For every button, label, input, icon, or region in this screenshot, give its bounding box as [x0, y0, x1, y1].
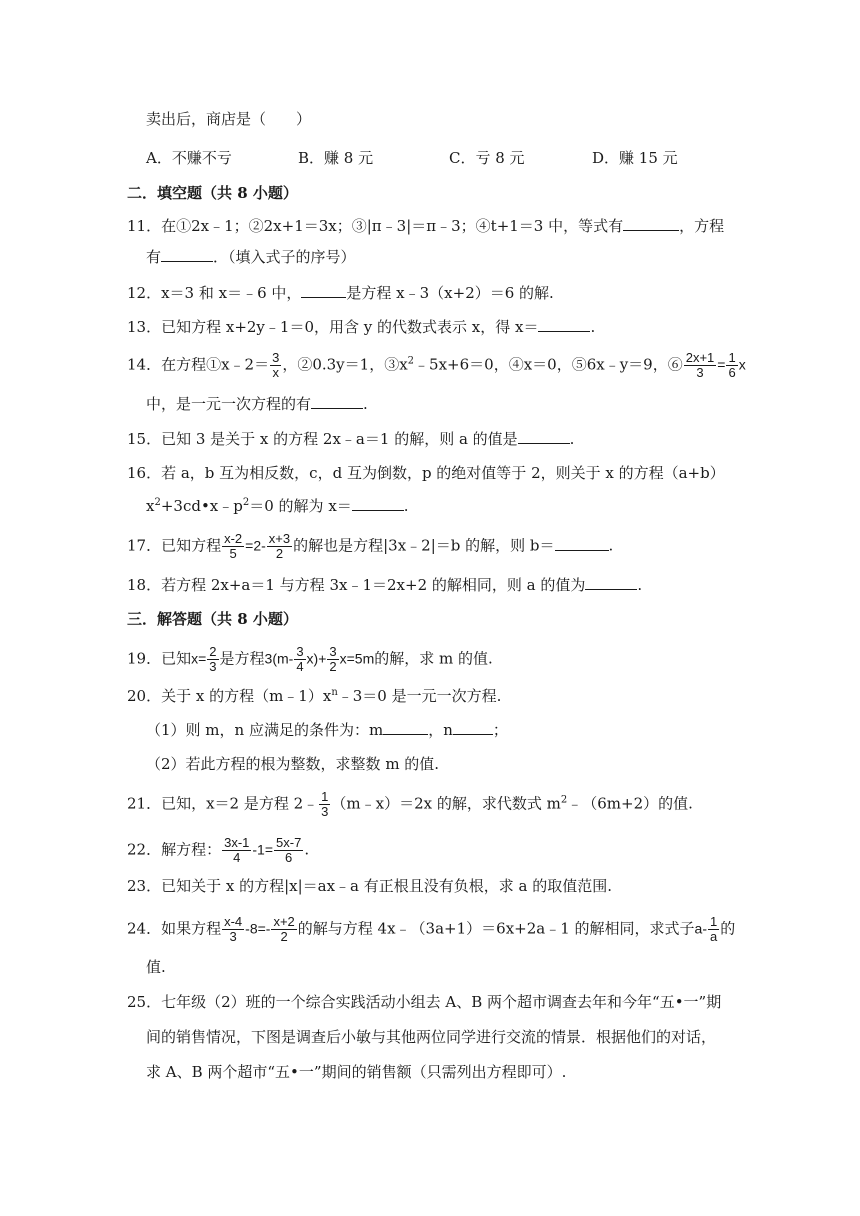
- fraction-denominator: 3: [321, 804, 329, 819]
- text-segment: ＝0 的解为 x＝: [249, 497, 352, 515]
- fraction-denominator: 4: [296, 659, 304, 674]
- fraction: [271, 915, 296, 944]
- text-segment: 有: [146, 248, 162, 266]
- text-segment: 的解，求 m 的值.: [374, 649, 493, 668]
- text-segment: 12．x＝3 和 x＝﹣6 中，: [127, 284, 302, 302]
- text-segment: ．（填入式子的序号）: [213, 248, 356, 266]
- question-14: [127, 351, 746, 380]
- fraction-denominator: 2: [329, 659, 337, 674]
- text-segment: 是方程: [219, 649, 265, 668]
- option-a: A．不赚不亏: [146, 149, 232, 167]
- fraction: [274, 836, 303, 865]
- question-24-cont: 值.: [146, 958, 166, 976]
- fraction-denominator: x: [272, 365, 279, 380]
- fraction-numerator: 1: [728, 350, 736, 365]
- answer-blank: [538, 316, 590, 332]
- text-segment: x: [738, 356, 746, 373]
- text-segment: 的解也是方程|3x﹣2|＝b 的解，则 b＝: [293, 536, 555, 555]
- question-11-cont: [146, 246, 356, 268]
- fraction-denominator: 3: [229, 929, 237, 944]
- answer-blank: [311, 393, 363, 409]
- text-segment: 20．关于 x 的方程（m﹣1）x: [127, 687, 332, 705]
- text-segment: -1=: [252, 841, 274, 858]
- text-segment: .: [637, 576, 643, 594]
- fraction-denominator: 3: [696, 365, 704, 380]
- fraction-denominator: 6: [285, 850, 293, 865]
- fraction: [708, 915, 719, 944]
- text-segment: x)+: [306, 650, 327, 667]
- fraction: [222, 836, 251, 865]
- exponent: 2: [407, 355, 415, 367]
- text-segment: 15．已知 3 是关于 x 的方程 2x﹣a＝1 的解，则 a 的值是: [127, 430, 518, 448]
- answer-blank: [585, 574, 637, 590]
- answer-blank: [555, 535, 609, 551]
- fraction: [327, 645, 338, 674]
- fraction-numerator: 3: [296, 644, 304, 659]
- fraction-denominator: 3: [209, 659, 217, 674]
- fraction-denominator: a: [709, 929, 718, 944]
- text-segment: .: [403, 497, 409, 515]
- fraction: [270, 351, 281, 380]
- question-15: [127, 428, 574, 450]
- fraction: [726, 351, 737, 380]
- question-20-part2: （2）若此方程的根为整数，求整数 m 的值.: [146, 755, 440, 773]
- question-12: [127, 282, 554, 304]
- text-segment: 中，是一元一次方程的有: [146, 395, 312, 413]
- fraction: [684, 351, 717, 380]
- text-segment: =2-: [245, 537, 266, 554]
- text-segment: ﹣3＝0 是一元一次方程.: [337, 687, 502, 705]
- fraction: [207, 645, 218, 674]
- question-23: 23．已知关于 x 的方程|x|＝ax﹣a 有正根且没有负根，求 a 的取值范围.: [127, 877, 613, 895]
- text-segment: 的: [720, 919, 736, 938]
- fraction-numerator: 3: [329, 644, 337, 659]
- answer-blank: [352, 495, 404, 511]
- fraction-numerator: 1: [709, 914, 718, 929]
- option-c: C．亏 8 元: [449, 149, 525, 167]
- fraction-numerator: 3: [272, 350, 280, 365]
- exponent: 2: [560, 794, 568, 806]
- option-b: B．赚 8 元: [298, 149, 374, 167]
- text-segment: .: [569, 430, 575, 448]
- fraction-denominator: 5: [229, 546, 237, 561]
- fraction-numerator: 3x-1: [224, 835, 250, 850]
- text-segment: ；: [492, 721, 508, 739]
- fraction: [267, 532, 292, 561]
- question-14-cont: [146, 393, 368, 415]
- fraction-numerator: 2: [209, 644, 217, 659]
- text-segment: 3(m-: [264, 650, 294, 667]
- text-segment: 21．已知，x＝2 是方程 2﹣: [127, 794, 319, 813]
- text-segment: 13．已知方程 x+2y﹣1＝0，用含 y 的代数式表示 x，得 x＝: [127, 318, 539, 336]
- fraction-numerator: 5x-7: [276, 835, 302, 850]
- answer-blank: [383, 719, 428, 735]
- text-segment: 11．在①2x﹣1；②2x+1＝3x；③|π﹣3|＝π﹣3；④t+1＝3 中，等式有: [127, 217, 624, 235]
- text-segment: ﹣（6m+2）的值.: [567, 794, 693, 813]
- text-segment: -8=-: [245, 920, 271, 937]
- question-19: [127, 645, 493, 674]
- text-segment: x=5m: [339, 650, 375, 667]
- text-segment: .: [363, 395, 368, 413]
- fraction-numerator: x+3: [268, 531, 291, 546]
- fraction-denominator: 2: [280, 929, 288, 944]
- fraction: [319, 790, 330, 819]
- question-16: 16．若 a，b 互为相反数，c，d 互为倒数，p 的绝对值等于 2，则关于 x 的方程（a+b）: [127, 464, 725, 482]
- text-segment: （1）则 m，n 应满足的条件为：m: [146, 721, 384, 739]
- text-segment: 14．在方程①x﹣2＝: [127, 355, 270, 374]
- question-21: [127, 790, 693, 819]
- fraction: [294, 645, 305, 674]
- answer-blank: [623, 215, 679, 231]
- question-22: [127, 836, 309, 865]
- fraction-denominator: 4: [233, 850, 241, 865]
- text-segment: =: [717, 356, 726, 373]
- text-segment: 19．已知: [127, 649, 192, 668]
- q10-tail: 卖出后，商店是（ ）: [146, 110, 312, 128]
- fraction-denominator: 6: [728, 365, 736, 380]
- text-segment: 的解与方程 4x﹣（3a+1）＝6x+2a﹣1 的解相同，求式子: [297, 919, 695, 938]
- fraction-numerator: x-4: [224, 914, 243, 929]
- text-segment: 22．解方程：: [127, 840, 222, 859]
- text-segment: .: [608, 536, 614, 555]
- fraction-numerator: x-2: [224, 531, 243, 546]
- option-d: D．赚 15 元: [592, 149, 678, 167]
- answer-blank: [453, 719, 493, 735]
- answer-blank: [301, 282, 346, 298]
- text-segment: 24．如果方程: [127, 919, 222, 938]
- fraction-numerator: x+2: [273, 914, 295, 929]
- text-segment: .: [590, 318, 596, 336]
- text-segment: ，②0.3y＝1，③x: [282, 355, 408, 374]
- question-11: [127, 215, 724, 237]
- question-25-line1: 25．七年级（2）班的一个综合实践活动小组去 A、B 两个超市调查去年和今年“五•一”期: [127, 993, 722, 1011]
- text-segment: +3cd•x﹣p: [160, 497, 243, 515]
- question-20: [127, 685, 501, 707]
- question-24: [127, 915, 735, 944]
- exponent: 2: [154, 497, 161, 508]
- text-segment: .: [304, 840, 310, 859]
- question-16-cont: [146, 495, 409, 517]
- question-13: [127, 316, 595, 338]
- question-20-part1: [146, 719, 508, 741]
- text-segment: ，n: [428, 721, 453, 739]
- section-heading-solve: 三．解答题（共 8 小题）: [127, 610, 298, 628]
- text-segment: a-: [694, 920, 707, 937]
- exponent: 2: [242, 497, 250, 508]
- question-25-line3: 求 A、B 两个超市“五•一”期间的销售额（只需列出方程即可）.: [146, 1063, 567, 1081]
- answer-blank: [161, 246, 213, 262]
- fraction: [222, 532, 244, 561]
- text-segment: （m﹣x）＝2x 的解，求代数式 m: [331, 794, 561, 813]
- fraction-numerator: 2x+1: [685, 350, 715, 365]
- section-heading-fill-in: 二．填空题（共 8 小题）: [127, 184, 298, 202]
- text-segment: x=: [191, 650, 207, 667]
- text-segment: 18．若方程 2x+a＝1 与方程 3x﹣1＝2x+2 的解相同，则 a 的值为: [127, 576, 586, 594]
- fraction: [222, 915, 244, 944]
- text-segment: 是方程 x﹣3（x+2）＝6 的解.: [346, 284, 554, 302]
- fraction-numerator: 1: [321, 789, 329, 804]
- text-segment: x: [146, 497, 155, 515]
- question-17: [127, 532, 613, 561]
- question-25-line2: 间的销售情况，下图是调查后小敏与其他两位同学进行交流的情景．根据他们的对话，: [146, 1028, 717, 1046]
- fraction-denominator: 2: [275, 546, 284, 561]
- question-18: [127, 574, 642, 596]
- text-segment: ，方程: [679, 217, 725, 235]
- text-segment: 17．已知方程: [127, 536, 222, 555]
- text-segment: ﹣5x+6＝0，④x＝0，⑤6x﹣y＝9，⑥: [414, 355, 683, 374]
- exponent: n: [331, 687, 338, 698]
- answer-blank: [518, 428, 570, 444]
